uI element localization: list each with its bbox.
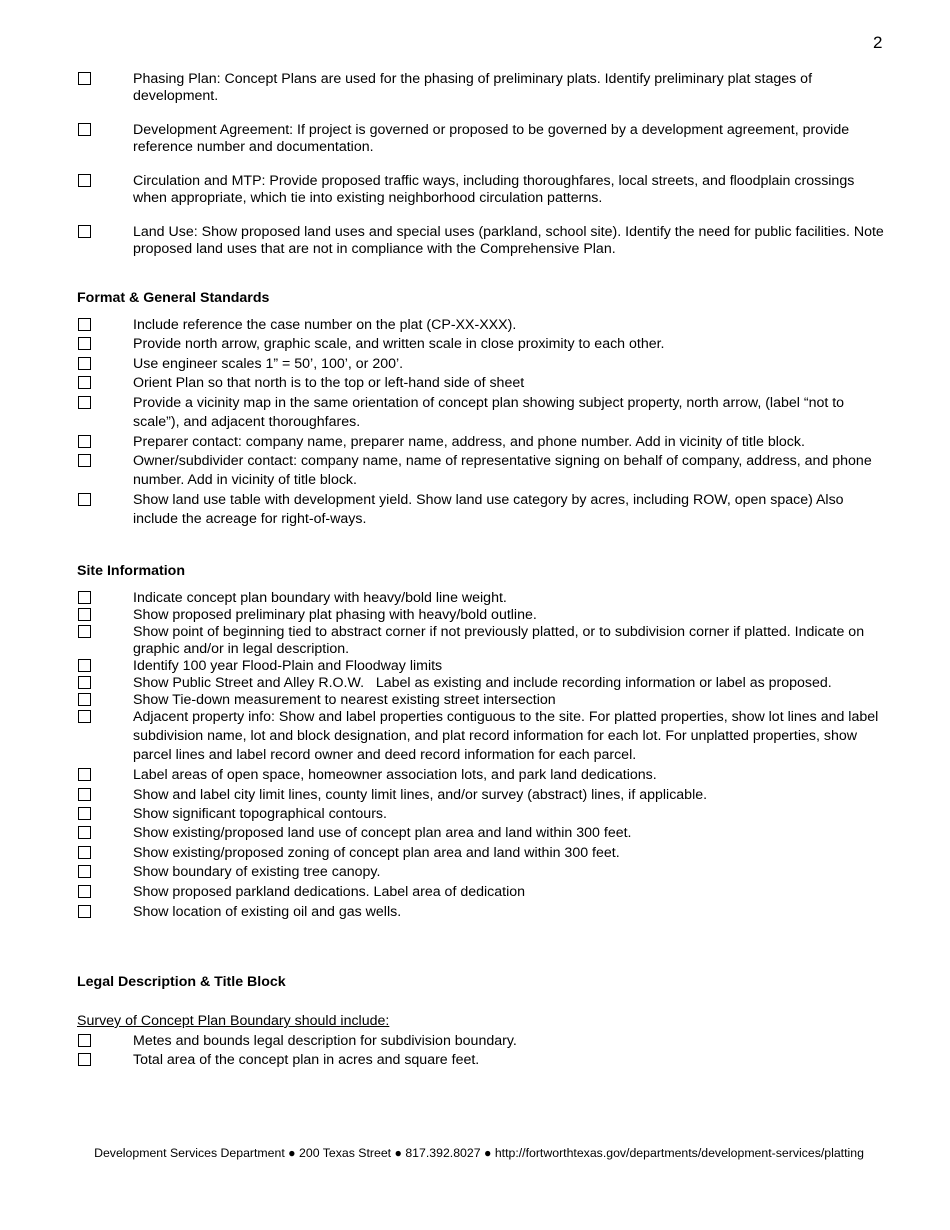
checklist-text: Show Public Street and Alley R.O.W. Label as existing and include recording information or label as proposed. xyxy=(133,675,832,691)
checkbox[interactable] xyxy=(78,608,91,621)
checkbox[interactable] xyxy=(78,174,91,187)
checklist-text: Label areas of open space, homeowner association lots, and park land dedications. xyxy=(133,767,657,783)
checkbox[interactable] xyxy=(78,676,91,689)
checklist-text: Show point of beginning tied to abstract corner if not previously platted, or to subdivision corner if platted. Indicate on graphic and/or in legal description. xyxy=(133,624,865,657)
checkbox[interactable] xyxy=(78,1034,91,1047)
checklist-text: Show boundary of existing tree canopy. xyxy=(133,864,381,880)
checkbox[interactable] xyxy=(78,1053,91,1066)
section-heading-legal: Legal Description & Title Block xyxy=(77,974,286,990)
checkbox[interactable] xyxy=(78,625,91,638)
checkbox[interactable] xyxy=(78,693,91,706)
checklist-text: Show proposed preliminary plat phasing with heavy/bold outline. xyxy=(133,607,537,623)
checklist-text: Show land use table with development yield. Show land use category by acres, including ROW, open space) Also include the acreage for right-of-ways. xyxy=(133,492,844,527)
checklist-text: Provide north arrow, graphic scale, and written scale in close proximity to each other. xyxy=(133,336,665,352)
footer: Development Services Department ● 200 Texas Street ● 817.392.8027 ● http://fortworthtexas.gov/departments/development-services/platting xyxy=(94,1146,864,1160)
checkbox[interactable] xyxy=(78,225,91,238)
checklist-text: Provide a vicinity map in the same orientation of concept plan showing subject property, north arrow, (label “not to scale”), and adjacent thoroughfares. xyxy=(133,395,845,430)
checklist-text: Include reference the case number on the plat (CP-XX-XXX). xyxy=(133,317,517,333)
checklist-text: Land Use: Show proposed land uses and special uses (parkland, school site). Identify the need for public facilities. Note proposed land uses that are not in compliance with the Comprehensive Plan. xyxy=(133,224,884,257)
checklist-text: Show significant topographical contours. xyxy=(133,806,387,822)
checklist-text: Show existing/proposed land use of concept plan area and land within 300 feet. xyxy=(133,825,632,841)
checkbox[interactable] xyxy=(78,846,91,859)
checklist-text: Total area of the concept plan in acres and square feet. xyxy=(133,1052,480,1068)
checklist-text: Orient Plan so that north is to the top or left-hand side of sheet xyxy=(133,375,525,391)
checklist-text: Show proposed parkland dedications. Label area of dedication xyxy=(133,884,526,900)
checklist-text: Circulation and MTP: Provide proposed traffic ways, including thoroughfares, local streets, and floodplain crossings when appropriate, which tie into existing neighborhood circulation patterns. xyxy=(133,173,855,206)
checkbox[interactable] xyxy=(78,807,91,820)
checkbox[interactable] xyxy=(78,788,91,801)
checkbox[interactable] xyxy=(78,885,91,898)
checkbox[interactable] xyxy=(78,435,91,448)
section-heading-site: Site Information xyxy=(77,563,185,579)
checkbox[interactable] xyxy=(78,768,91,781)
page-number: 2 xyxy=(873,33,883,52)
checklist-text: Show existing/proposed zoning of concept plan area and land within 300 feet. xyxy=(133,845,620,861)
section-subheading: Survey of Concept Plan Boundary should include: xyxy=(77,1013,390,1029)
checklist-text: Phasing Plan: Concept Plans are used for the phasing of preliminary plats. Identify preliminary plat stages of development. xyxy=(133,71,813,104)
checkbox[interactable] xyxy=(78,826,91,839)
checklist-text: Identify 100 year Flood-Plain and Floodway limits xyxy=(133,658,443,674)
checkbox[interactable] xyxy=(78,357,91,370)
checkbox[interactable] xyxy=(78,123,91,136)
checkbox[interactable] xyxy=(78,337,91,350)
section-heading-format: Format & General Standards xyxy=(77,290,270,306)
checklist-text: Indicate concept plan boundary with heavy/bold line weight. xyxy=(133,590,507,606)
checkbox[interactable] xyxy=(78,905,91,918)
checkbox[interactable] xyxy=(78,396,91,409)
checklist-text: Preparer contact: company name, preparer name, address, and phone number. Add in vicinity of title block. xyxy=(133,434,805,450)
checklist-text: Owner/subdivider contact: company name, name of representative signing on behalf of company, address, and phone number. Add in vicinity of title block. xyxy=(133,453,872,488)
checkbox[interactable] xyxy=(78,72,91,85)
checklist-text: Show Tie-down measurement to nearest existing street intersection xyxy=(133,692,556,708)
checkbox[interactable] xyxy=(78,710,91,723)
checkbox[interactable] xyxy=(78,591,91,604)
checkbox[interactable] xyxy=(78,659,91,672)
checkbox[interactable] xyxy=(78,376,91,389)
checklist-text: Show and label city limit lines, county limit lines, and/or survey (abstract) lines, if applicable. xyxy=(133,787,708,803)
checklist-text: Show location of existing oil and gas wells. xyxy=(133,904,402,920)
checklist-text: Adjacent property info: Show and label properties contiguous to the site. For platted properties, show lot lines and label subdivision name, lot and block designation, and plat record information for each lot. For unplatted properties, show parcel lines and label record owner and deed record information for each parcel. xyxy=(133,709,879,763)
checkbox[interactable] xyxy=(78,493,91,506)
checklist-text: Development Agreement: If project is governed or proposed to be governed by a development agreement, provide reference number and documentation. xyxy=(133,122,850,155)
checkbox[interactable] xyxy=(78,318,91,331)
checkbox[interactable] xyxy=(78,454,91,467)
checklist-text: Use engineer scales 1” = 50’, 100’, or 200’. xyxy=(133,356,404,372)
checklist-text: Metes and bounds legal description for subdivision boundary. xyxy=(133,1033,517,1049)
checkbox[interactable] xyxy=(78,865,91,878)
